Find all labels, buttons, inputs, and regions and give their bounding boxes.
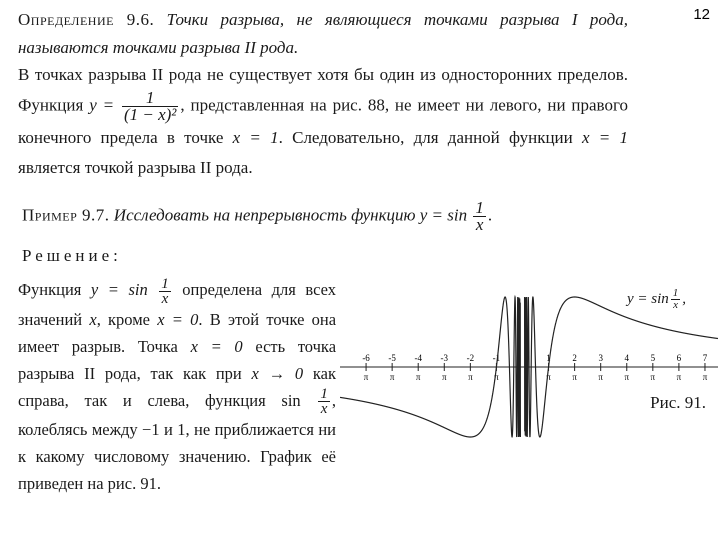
- x-tick-label: 5: [650, 353, 656, 363]
- figure-caption: Рис. 91.: [650, 393, 706, 412]
- sol-l1g: , колеблясь между −1 и 1, не приближается ни к какому числовому значению. График её приведен на рис. 91.: [18, 390, 337, 494]
- solution-text: [18, 276, 336, 497]
- x-tick-label: -2: [466, 353, 475, 363]
- sol-l1lim: x → 0: [251, 363, 304, 383]
- x-tick-label-den: π: [442, 372, 447, 382]
- x-tick-label: 7: [702, 353, 708, 363]
- x-tick-label: -5: [388, 353, 396, 363]
- p2-part1: В точках разрыва II рода не существует хотя бы один из односторонних пределов. Функция: [18, 65, 628, 115]
- sol-l1f2: как справа, так и слева, функция: [18, 363, 337, 410]
- x-tick-label-den: π: [572, 372, 577, 382]
- sol-l1c: , кроме: [96, 309, 151, 329]
- example-line: [22, 200, 492, 233]
- x-tick-label-den: π: [415, 372, 421, 382]
- x-tick-label-den: π: [363, 372, 369, 382]
- example-text: Исследовать на непрерывность функцию: [113, 205, 416, 225]
- graph-function-label: [627, 288, 686, 311]
- graph-label-tail: ,: [682, 290, 687, 307]
- p2-frac-den: (1 − x)²: [123, 105, 177, 124]
- definition-head: Определение 9.6.: [18, 10, 155, 29]
- example-frac-num: 1: [475, 198, 484, 217]
- p2-part2: , представленная на рис. 88, не имеет ни левого, ни правого конечного предела в точке: [18, 95, 629, 147]
- x-tick-label-den: π: [650, 372, 656, 382]
- paragraph-discontinuity: [18, 60, 628, 183]
- page-number: 12: [693, 6, 710, 23]
- sol-l1d: . В этой точке она имеет разрыв. Точка: [18, 309, 337, 356]
- sol-l1x: x: [89, 309, 97, 329]
- graph-label-text: y = sin: [627, 290, 669, 307]
- x-tick-label: -4: [414, 353, 422, 363]
- x-tick-label: -3: [440, 353, 449, 363]
- x-tick-label-den: π: [468, 372, 473, 382]
- x-tick-label-den: π: [676, 372, 682, 382]
- p2-frac-num: 1: [122, 90, 178, 107]
- p2-fraction: [122, 90, 178, 123]
- x-tick-label: 4: [624, 353, 630, 363]
- x-tick-label: -1: [492, 353, 501, 363]
- definition-text: Точки разрыва, не являющиеся точками разрыва I рода, называются точками разрыва II рода.: [18, 10, 629, 57]
- x-tick-label-den: π: [494, 372, 499, 382]
- graph-label-num: 1: [672, 287, 679, 299]
- p2-point: x = 1: [232, 128, 279, 147]
- sol-l1sin: sin: [281, 390, 301, 410]
- x-tick-label: 3: [598, 353, 603, 363]
- sol-l1b: определена для всех значений: [18, 280, 336, 329]
- sol-frac2-num: 1: [320, 386, 328, 403]
- sol-l1a: Функция: [18, 280, 82, 299]
- example-formula: y = sin: [419, 205, 468, 225]
- x-tick-label-den: π: [598, 372, 603, 382]
- x-tick-label: -6: [362, 353, 370, 363]
- sol-frac-den: x: [161, 290, 169, 307]
- example-tail: .: [487, 205, 493, 225]
- sol-frac-num: 1: [161, 275, 169, 292]
- graph-label-den: x: [673, 299, 678, 311]
- x-tick-label: 6: [676, 353, 682, 363]
- sol-l1f: y = sin: [90, 280, 148, 299]
- example-head: Пример 9.7.: [22, 205, 110, 225]
- solution-label: Решение:: [22, 246, 122, 265]
- example-frac-den: x: [475, 215, 484, 234]
- x-tick-label-den: π: [702, 372, 708, 382]
- sol-frac2-den: x: [320, 401, 328, 418]
- sol-l1e: есть точка разрыва II рода, так как при: [18, 336, 337, 383]
- x-tick-label: 1: [546, 353, 551, 363]
- example-fraction: [473, 200, 486, 233]
- p2-point2: x = 1: [582, 128, 628, 147]
- x-tick-label-den: π: [389, 372, 395, 382]
- x-tick-label-den: π: [624, 372, 630, 382]
- sol-l1x0b: x = 0: [190, 336, 243, 356]
- p2-part4: является точкой разрыва II рода.: [18, 158, 253, 177]
- x-tick-label-den: π: [546, 372, 551, 382]
- graph-label-fraction: [671, 288, 681, 311]
- p2-formula-lhs: y =: [89, 95, 115, 115]
- definition-block: [18, 6, 628, 62]
- sol-fraction: [159, 277, 171, 306]
- sol-fraction2: [318, 387, 330, 416]
- sol-l1x0: x = 0: [157, 309, 199, 329]
- p2-part3: . Следовательно, для данной функции: [278, 128, 573, 147]
- x-tick-label: 2: [572, 353, 577, 363]
